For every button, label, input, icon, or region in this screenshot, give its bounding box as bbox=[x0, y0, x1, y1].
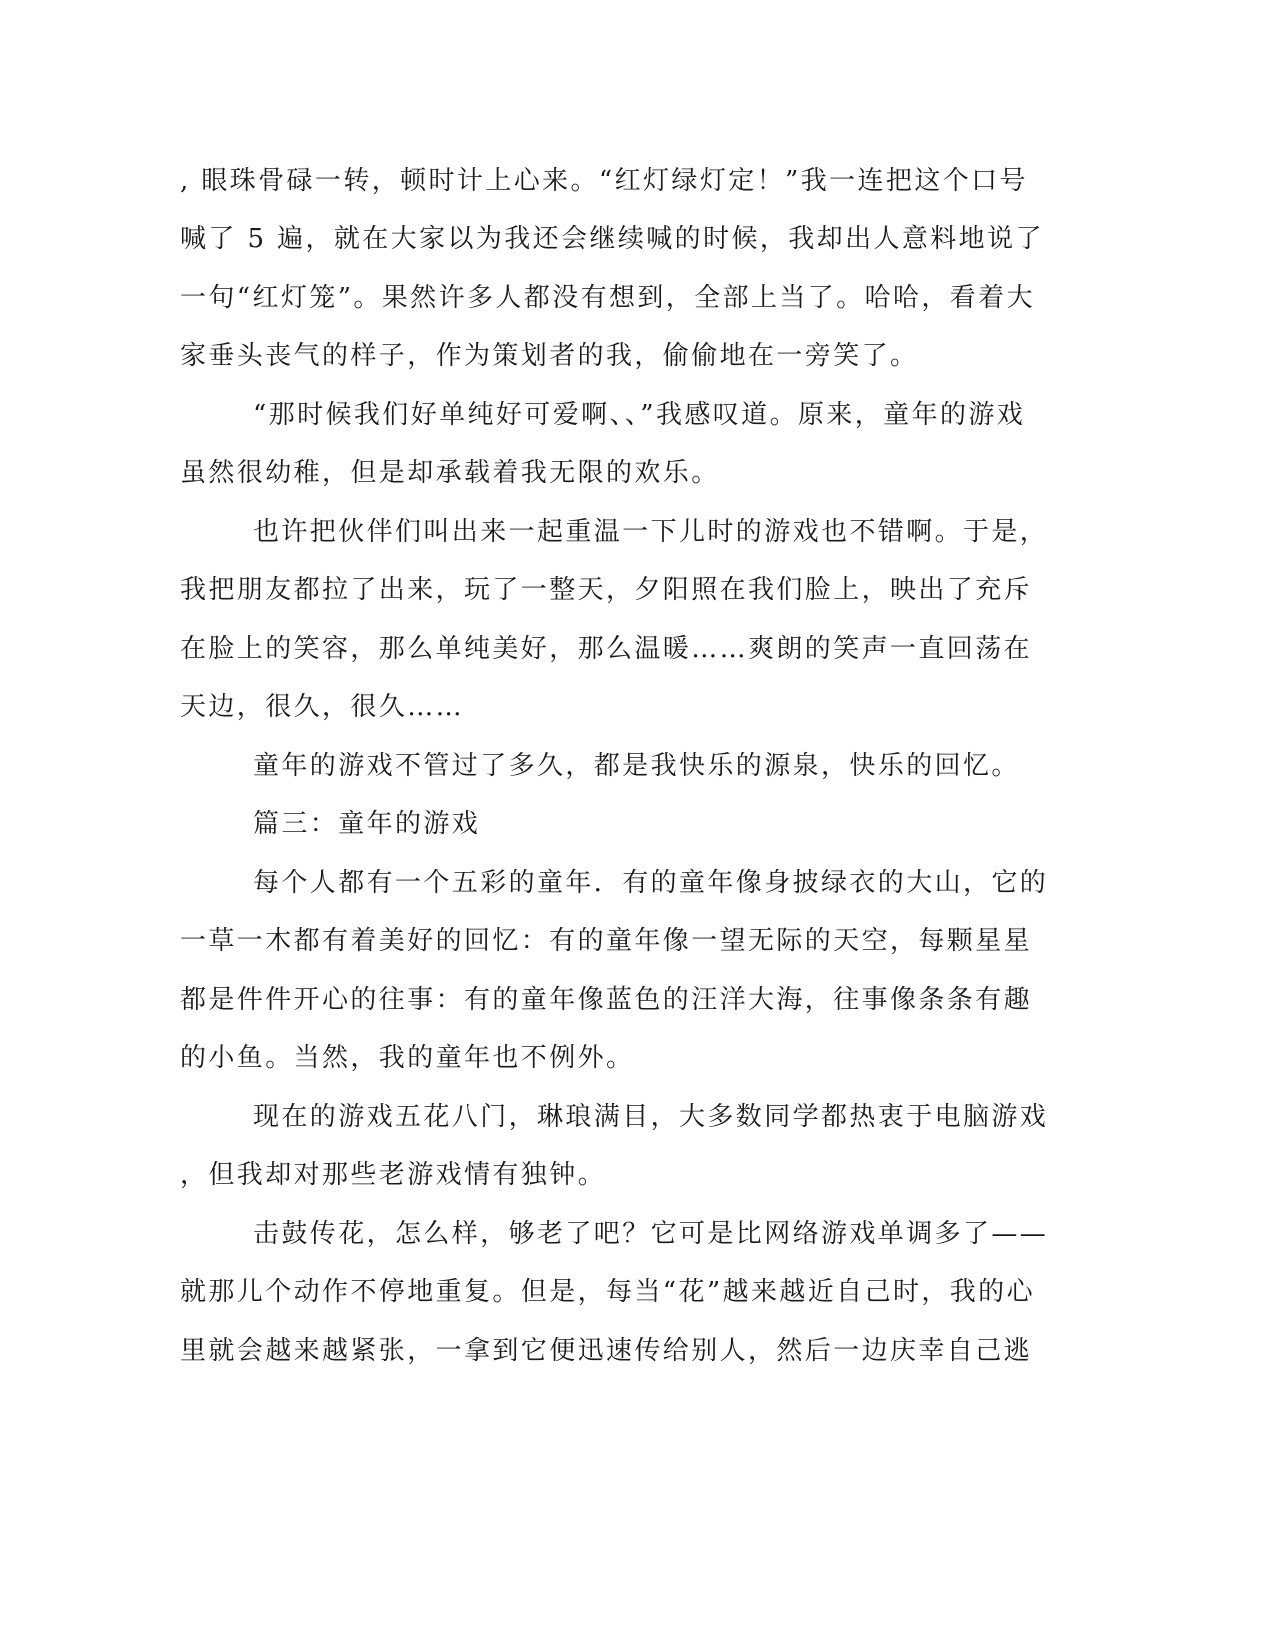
text-line: ，但我却对那些老游戏情有独钟。 bbox=[180, 1160, 607, 1190]
text-line: , 眼珠骨碌一转，顿时计上心来。“红灯绿灯定！”我一连把这个口号 bbox=[180, 166, 1028, 196]
text-line: 里就会越来越紧张，一拿到它便迅速传给别人，然后一边庆幸自己逃 bbox=[180, 1336, 1033, 1366]
text-line: 虽然很幼稚，但是却承载着我无限的欢乐。 bbox=[180, 458, 720, 488]
paragraph-first-line: 现在的游戏五花八门，琳琅满目，大多数同学都热衷于电脑游戏 bbox=[253, 1102, 1049, 1132]
text-line: 家垂头丧气的样子，作为策划者的我，偷偷地在一旁笑了。 bbox=[180, 341, 919, 371]
text-line: 就那儿个动作不停地重复。但是，每当“花”越来越近自己时，我的心 bbox=[180, 1277, 1035, 1307]
text-line: 我把朋友都拉了出来，玩了一整天，夕阳照在我们脸上，映出了充斥 bbox=[180, 575, 1033, 605]
text-line: 一句“红灯笼”。果然许多人都没有想到，全部上当了。哈哈，看着大 bbox=[180, 283, 1035, 313]
text-line: 喊了 5 遍，就在大家以为我还会继续喊的时候，我却出人意料地说了 bbox=[180, 224, 1044, 254]
text-line: 的小鱼。当然，我的童年也不例外。 bbox=[180, 1043, 635, 1073]
paragraph-first-line: 击鼓传花，怎么样，够老了吧？它可是比网络游戏单调多了—— bbox=[253, 1219, 1049, 1249]
paragraph-first-line: 每个人都有一个五彩的童年．有的童年像身披绿衣的大山，它的 bbox=[253, 868, 1049, 898]
text-line: 一草一木都有着美好的回忆：有的童年像一望无际的天空，每颗星星 bbox=[180, 926, 1033, 956]
text-line: 都是件件开心的往事：有的童年像蓝色的汪洋大海，往事像条条有趣 bbox=[180, 985, 1033, 1015]
section-heading: 篇三：童年的游戏 bbox=[253, 809, 481, 839]
paragraph-first-line: “那时候我们好单纯好可爱啊、、”我感叹道。原来，童年的游戏 bbox=[253, 400, 1026, 430]
paragraph-first-line: 童年的游戏不管过了多久，都是我快乐的源泉，快乐的回忆。 bbox=[253, 751, 1020, 781]
text-line: 在脸上的笑容，那么单纯美好，那么温暖……爽朗的笑声一直回荡在 bbox=[180, 634, 1033, 664]
paragraph-first-line: 也许把伙伴们叫出来一起重温一下儿时的游戏也不错啊。于是， bbox=[253, 517, 1049, 547]
text-line: 天边，很久，很久…… bbox=[180, 692, 465, 722]
